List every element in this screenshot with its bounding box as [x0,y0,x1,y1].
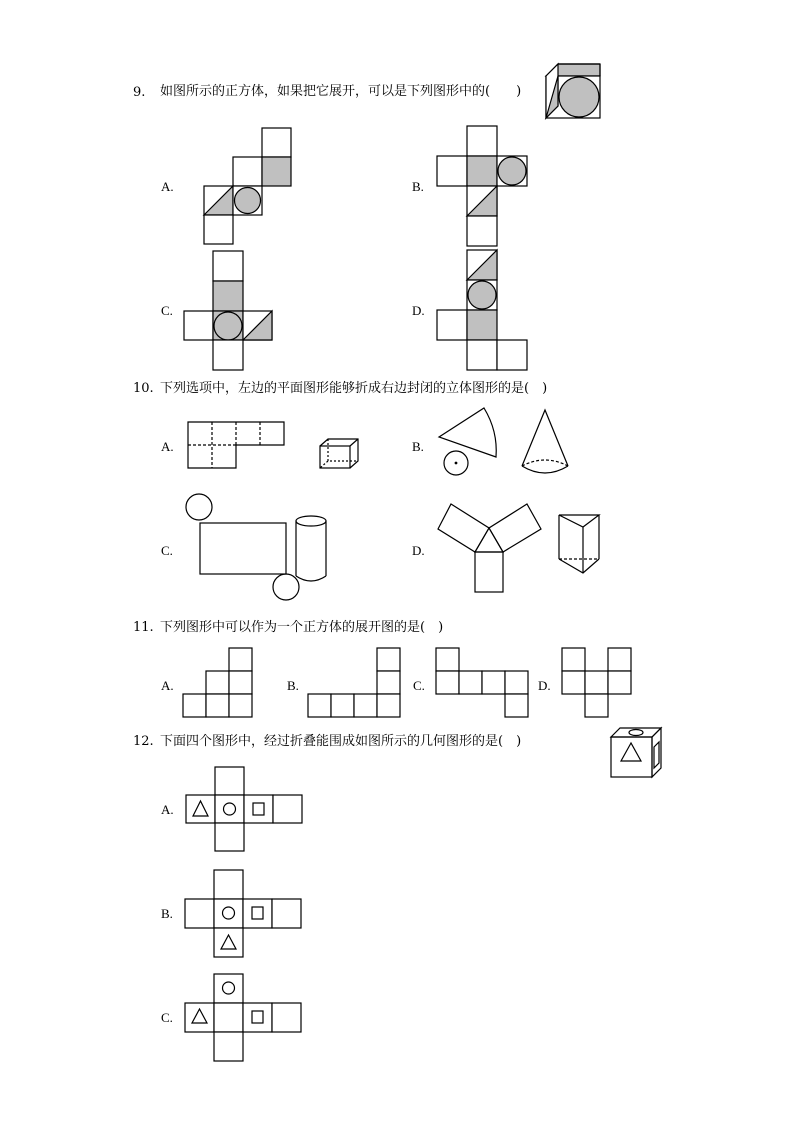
square-symbol [654,742,659,768]
option-a-net [187,421,287,471]
cube-figure [610,727,664,779]
option-label-a: A. [161,179,174,194]
option-label-a: A. [161,802,174,817]
option-label-c: C. [161,303,173,318]
option-label-d: D. [538,678,551,693]
option-c-net [436,647,532,719]
cube-figure [319,438,361,470]
option-label-a: A. [161,678,174,693]
option-c-net [184,251,276,373]
question-number: 10. [133,381,154,396]
option-label-c: C. [161,543,173,558]
question-number: 12. [133,734,154,749]
prism-figure [557,511,603,579]
option-label-c: C. [413,678,425,693]
option-b-net [308,647,404,719]
option-d-net [437,502,543,596]
option-label-d: D. [412,543,425,558]
option-c-net [184,492,304,604]
option-a-net [183,647,255,719]
question-text: 下列选项中，左边的平面图形能够折成右边封闭的立体图形的是( ) [160,381,548,396]
question-text: 如图所示的正方体，如果把它展开，可以是下列图形中的( ) [160,84,522,99]
option-label-a: A. [161,439,174,454]
option-label-b: B. [287,678,299,693]
option-d-net [437,250,530,373]
cube-figure [546,64,602,120]
option-d-net [562,647,634,719]
option-a-net [203,128,293,246]
option-b-net [436,405,500,477]
cylinder-figure [294,514,328,584]
cone-figure [520,408,570,478]
question-number: 9. [133,85,146,100]
option-label-c: C. [161,1010,173,1025]
question-number: 11. [133,620,154,635]
option-label-b: B. [412,179,424,194]
option-b-net [437,125,530,248]
question-text: 下列图形中可以作为一个正方体的展开图的是( ) [160,620,444,635]
option-label-d: D. [412,303,425,318]
option-c-net [185,973,303,1063]
option-a-net [186,766,304,854]
option-label-b: B. [161,906,173,921]
option-label-b: B. [412,439,424,454]
triangle-symbol [621,743,641,761]
question-text: 下面四个图形中，经过折叠能围成如图所示的几何图形的是( ) [160,734,522,749]
option-b-net [185,869,303,959]
circle-symbol [629,730,643,736]
